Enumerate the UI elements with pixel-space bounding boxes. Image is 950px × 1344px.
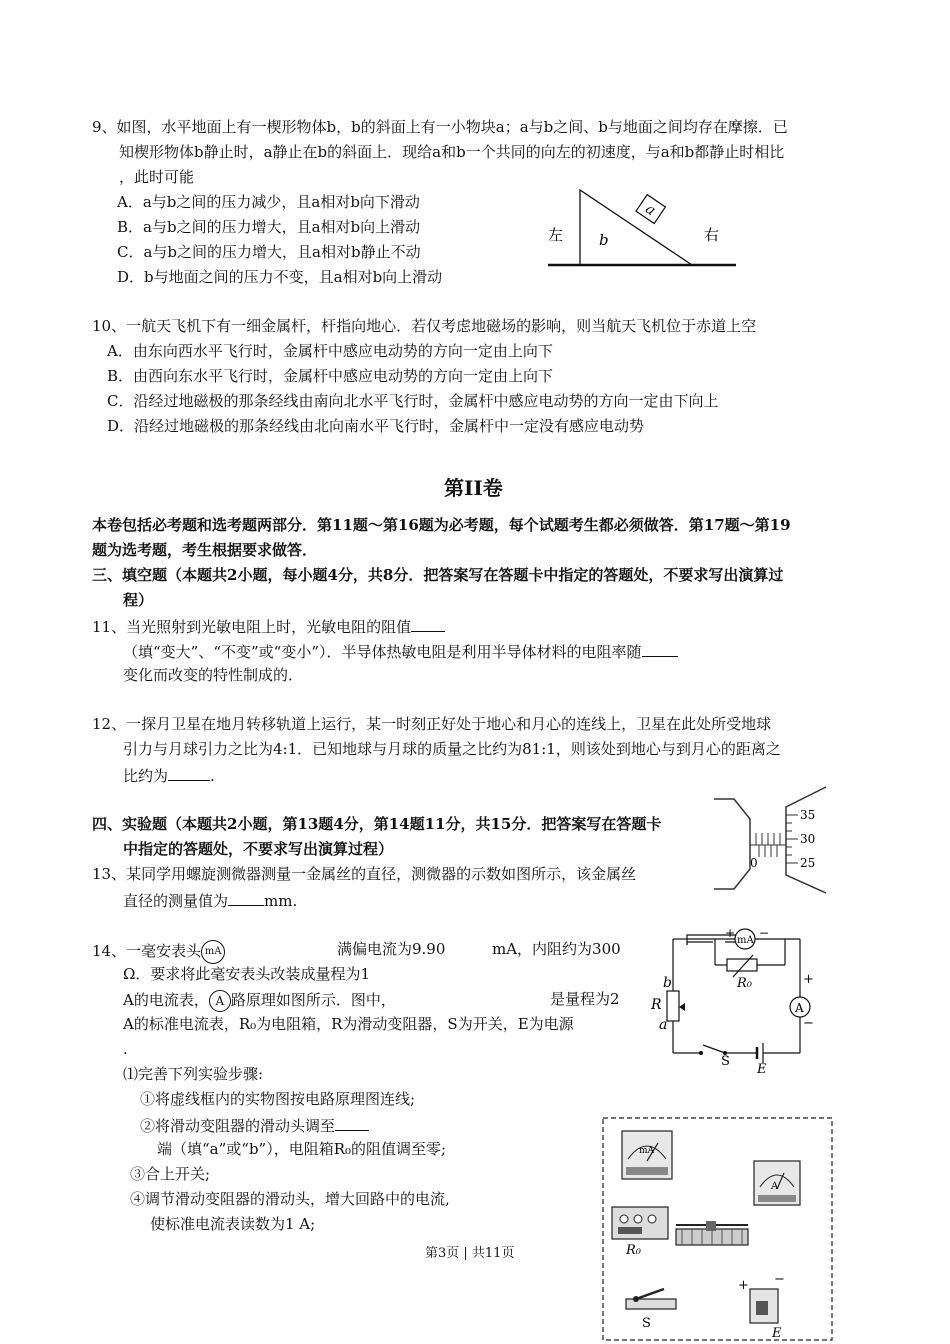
q10-option-b: B．由西向东水平飞行时，金属杆中感应电动势的方向一定由上向下 [107,367,554,385]
circuit-r-label: R [651,997,662,1013]
circuit-e-label: E [757,1062,767,1077]
q14-step1: ①将虚线框内的实物图按电路原理图连线; [140,1090,416,1108]
q14-a-meter-symbol: A [209,990,231,1012]
q14-step2-blank[interactable] [335,1115,369,1131]
part4-heading-line1: 四、实验题（本题共2小题，第13题4分，第14题11分，共15分．把答案写在答题卡 [92,815,662,833]
section2-intro-line1: 本卷包括必考题和选考题两部分．第11题～第16题为必考题，每个试题考生都必须做答．第17题～第19 [92,516,791,534]
circuit-b-label: b [663,975,672,991]
q10-option-a: A．由东向西水平飞行时，金属杆中感应电动势的方向一定由上向下 [107,342,553,360]
q9-stem-line3: ，此时可能 [119,168,195,186]
q14-line3-c: 是量程为2 [550,990,620,1008]
q14-apparatus-box [602,1117,834,1342]
q10-option-d: D．沿经过地磁极的那条经线由北向南水平飞行时，金属杆中一定没有感应电动势 [107,417,645,435]
apparatus-battery [738,1272,785,1341]
part4-heading-line2: 中指定的答题处，不要求写出演算过程） [123,840,394,858]
q11-line2: （填“变大”、“不变”或“变小”）．半导体热敏电阻是利用半导体材料的电阻率随 [123,641,678,663]
q14-line4: A的标准电流表，R₀为电阻箱，R为滑动变阻器，S为开关，E为电源 [123,1015,574,1033]
circuit-a-minus: − [803,1016,814,1031]
circuit-a-label: A [795,1001,804,1015]
apparatus-rheostat [676,1221,748,1245]
apparatus-e-minus: − [774,1272,785,1287]
apparatus-s-label: S [642,1316,651,1331]
q14-circuit-diagram [645,925,825,1075]
q12-line1: 12、一探月卫星在地月转移轨道上运行，某一时刻正好处于地心和月心的连线上，卫星在此处所受地球 [92,715,772,733]
q11-answer-blank-2[interactable] [642,641,678,657]
micrometer-tick-35: 35 [800,808,816,822]
q14-line3: A的电流表， A 路原理如图所示．图中， [123,990,396,1012]
q14-step4b: 使标准电流表读数为1 A; [150,1215,316,1233]
q9-option-b: B．a与b之间的压力增大，且a相对b向上滑动 [117,218,421,236]
micrometer-tick-0: 0 [750,856,758,870]
q12-line3: 比约为 . [123,767,215,785]
wedge-label-left: 左 [548,226,564,244]
apparatus-e-plus: + [738,1278,749,1293]
apparatus-r0-label: R₀ [626,1243,641,1258]
q13-line1: 13、某同学用螺旋测微器测量一金属丝的直径，测微器的示数如图所示，该金属丝 [92,865,637,883]
q14-sub1: ⑴完善下列实验步骤: [123,1065,264,1083]
q12-answer-blank[interactable] [168,765,210,781]
q11-answer-blank-1[interactable] [411,616,445,632]
circuit-ma-minus: − [759,926,770,940]
q10-stem: 10、一航天飞机下有一细金属杆，杆指向地心．若仅考虑地磁场的影响，则当航天飞机位于赤道上空 [92,317,757,335]
apparatus-a-meter [754,1161,800,1205]
q14-ma-meter-symbol: mA [201,940,225,964]
q13-answer-blank[interactable] [228,890,264,906]
circuit-s-label: S [721,1054,730,1069]
q14-line5: . [123,1040,128,1058]
wedge-label-right: 右 [704,226,720,244]
q12-line2: 引力与月球引力之比为4:1．已知地球与月球的质量之比约为81:1，则该处到地心与到月心的距离之 [123,740,781,758]
q14-step2b: 端（填“a”或“b”），电阻箱R₀的阻值调至零; [157,1140,447,1158]
part3-heading-line2: 程） [123,591,154,609]
q14-step2: ②将滑动变阻器的滑动头调至 [140,1115,369,1137]
wedge-label-b: b [599,231,609,249]
q9-option-d: D．b与地面之间的压力不变，且a相对b向上滑动 [117,268,443,286]
q9-option-c: C．a与b之间的压力增大，且a相对b静止不动 [117,243,421,261]
micrometer-tick-25: 25 [800,856,816,870]
q14-line1-b: 满偏电流为9.90 [337,940,446,958]
q14-line1-c: mA，内阻约为300 [492,940,621,958]
apparatus-e-label: E [772,1326,782,1341]
micrometer-tick-30: 30 [800,832,816,846]
circuit-a-plus: + [803,972,814,987]
section2-title: 第II卷 [444,476,503,500]
circuit-ma-plus: + [725,926,736,940]
micrometer-figure [712,785,832,897]
circuit-ma-label: mA [737,935,754,946]
section2-intro-line2: 题为选考题，考生根据要求做答． [92,541,318,559]
circuit-r0-label: R₀ [737,976,752,991]
q11-line3: 变化而改变的特性制成的． [123,666,304,684]
part3-heading-line1: 三、填空题（本题共2小题，每小题4分，共8分．把答案写在答题卡中指定的答题处，不要求写出演算过 [92,566,784,584]
q11-line1: 11、当光照射到光敏电阻上时，光敏电阻的阻值 [92,616,445,638]
apparatus-resistance-box [612,1207,668,1258]
q13-line2: 直径的测量值为 mm. [123,892,298,910]
q9-wedge-figure [540,185,740,275]
apparatus-ma-meter [622,1131,672,1179]
q14-step4: ④调节滑动变阻器的滑动头，增大回路中的电流, [130,1190,450,1208]
apparatus-ma-label: mA [639,1146,655,1156]
apparatus-switch [626,1289,676,1331]
page-footer: 第3页 | 共11页 [425,1246,515,1261]
apparatus-a-label: A [771,1181,779,1192]
q14-line1: 14、一毫安表头 mA [92,940,225,964]
q9-option-a: A．a与b之间的压力减少，且a相对b向下滑动 [117,193,420,211]
q14-line2: Ω．要求将此毫安表头改装成量程为1 [123,965,370,983]
q9-stem-line1: 9、如图，水平地面上有一楔形物体b，b的斜面上有一小物块a；a与b之间、b与地面之间均存在摩擦．已 [92,118,788,136]
q10-option-c: C．沿经过地磁极的那条经线由南向北水平飞行时，金属杆中感应电动势的方向一定由下向上 [107,392,719,410]
q9-stem-line2: 知楔形物体b静止时，a静止在b的斜面上．现给a和b一个共同的向左的初速度，与a和b都静止时相比 [119,143,785,161]
q14-step3: ③合上开关; [130,1165,211,1183]
circuit-a-end-label: a [659,1017,668,1033]
wedge-label-a: a [642,201,659,219]
